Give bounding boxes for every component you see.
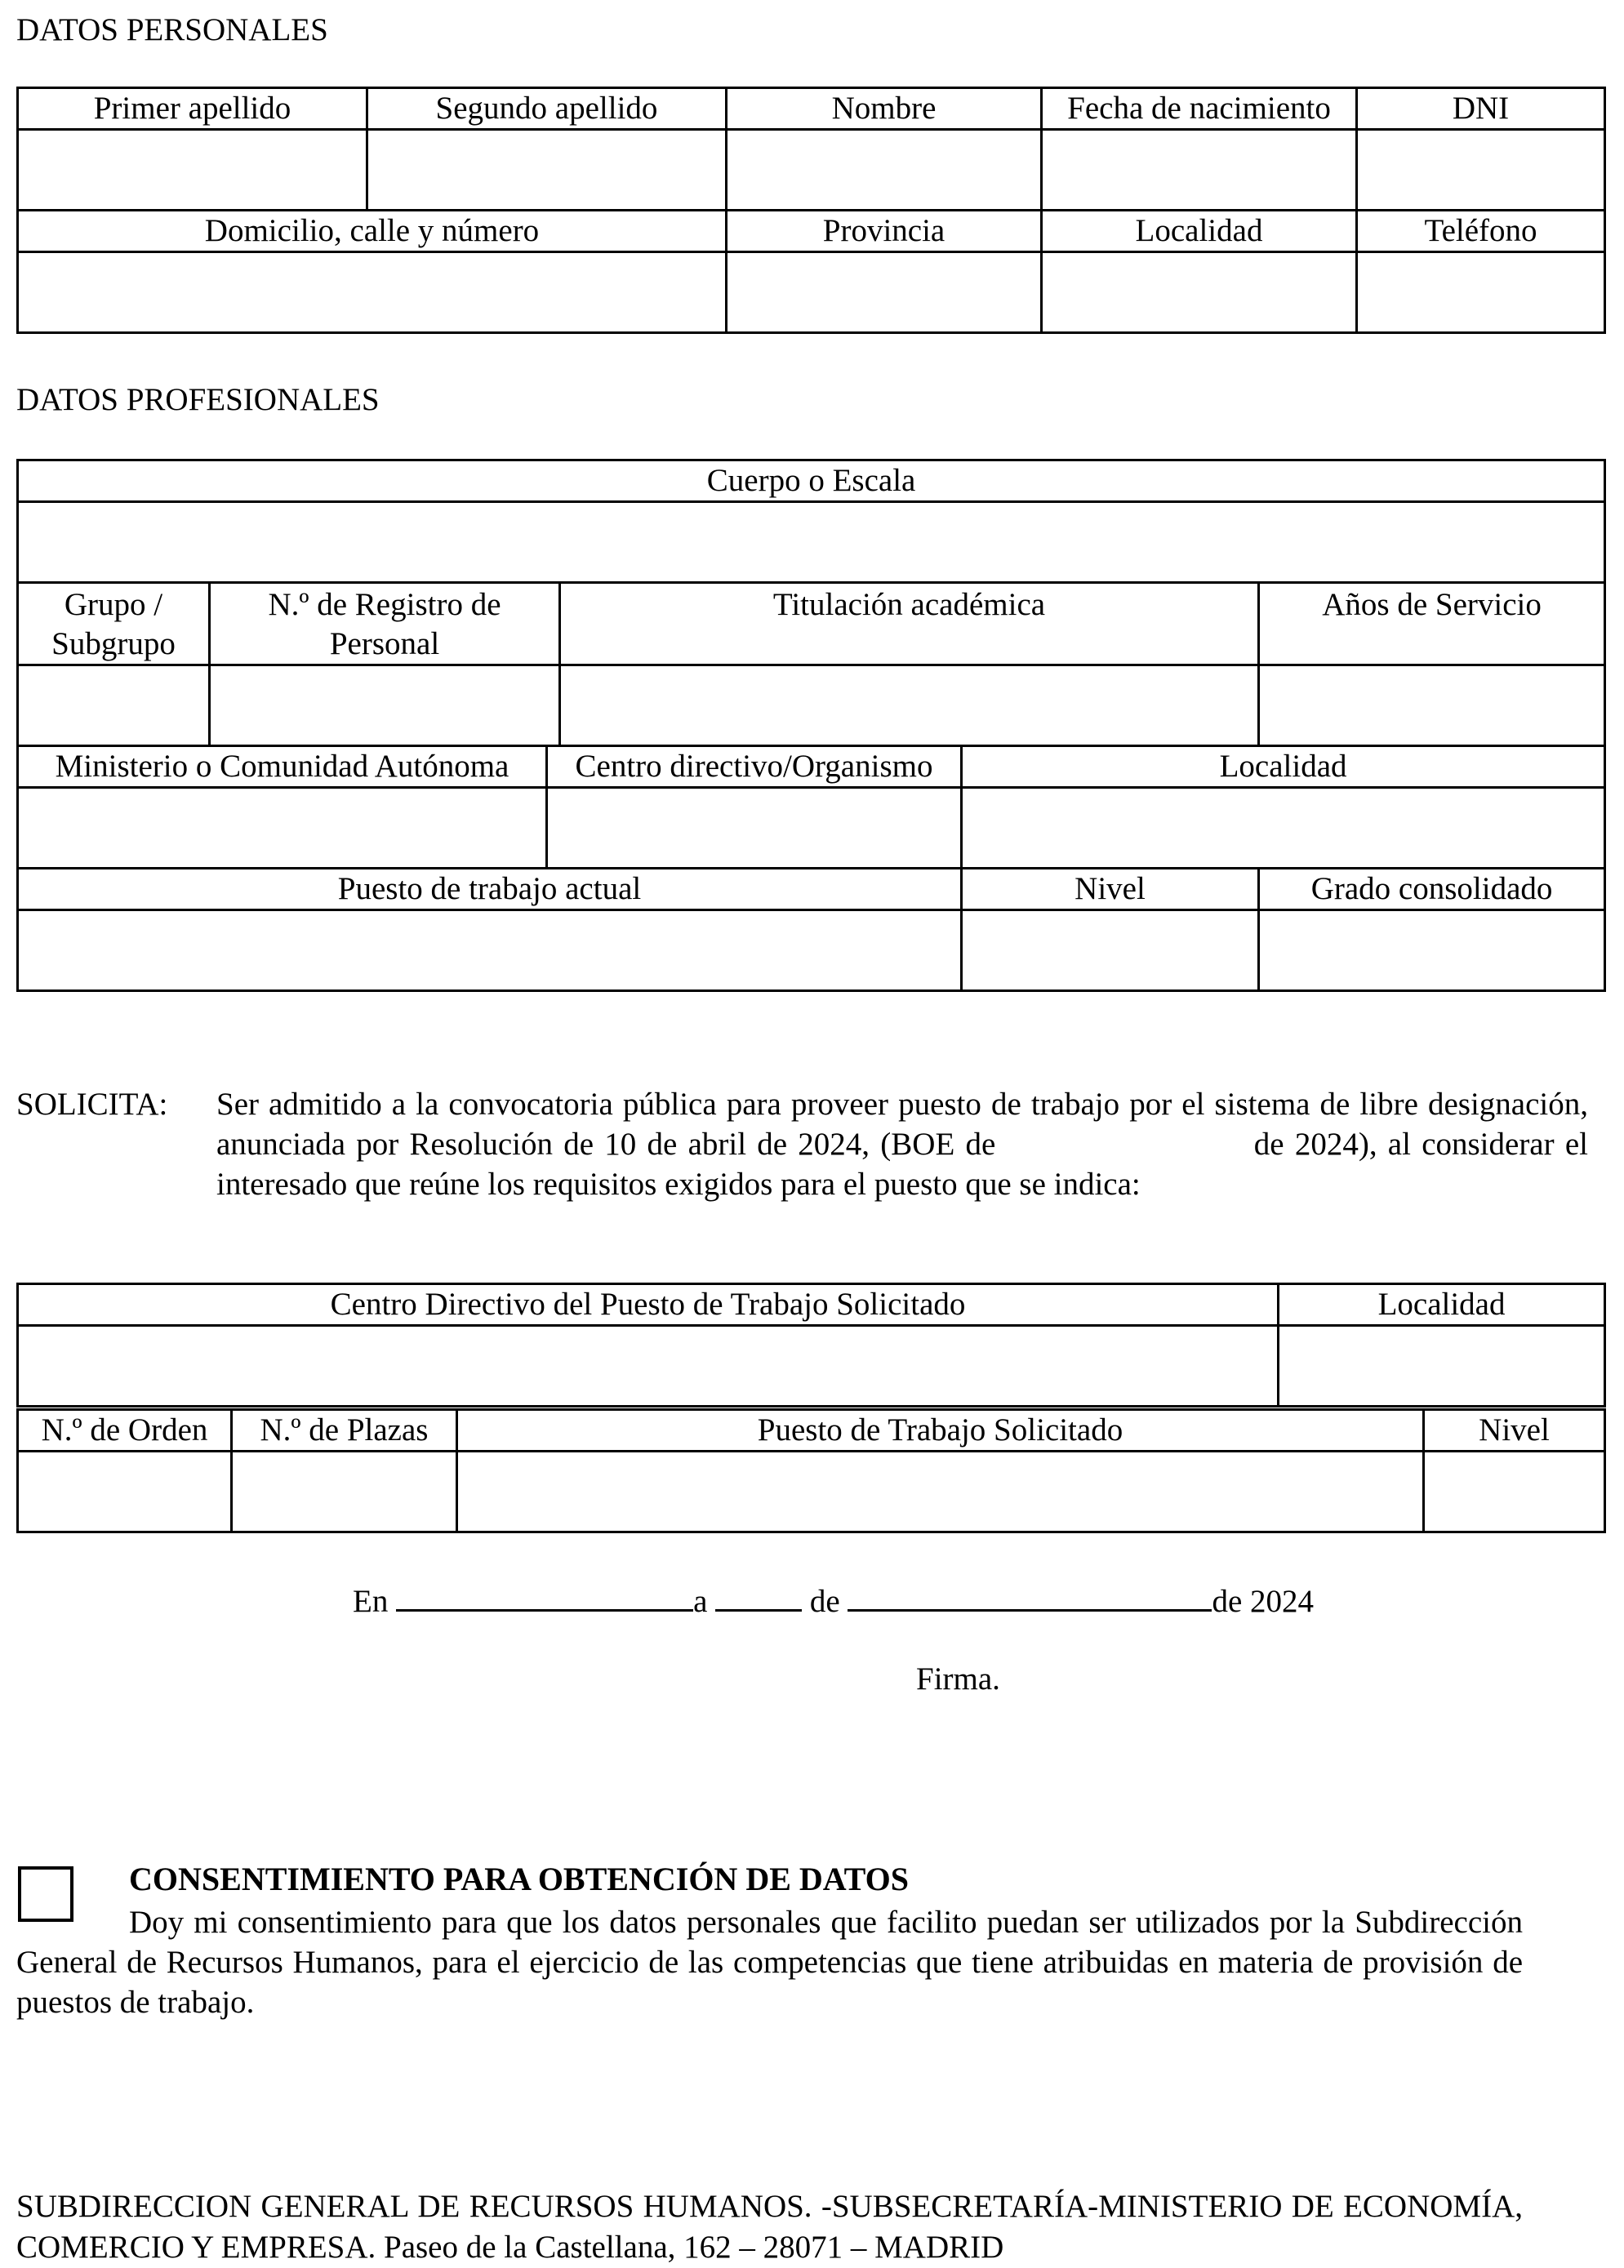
header-puesto-solicitado: Puesto de Trabajo Solicitado [457,1410,1424,1452]
header-domicilio: Domicilio, calle y número [18,211,727,252]
date-de-label: de [809,1584,840,1619]
telefono-field[interactable] [1357,252,1605,333]
plazas-field[interactable] [232,1452,457,1532]
date-en-label: En [353,1584,389,1619]
fecha-nacimiento-field[interactable] [1042,130,1357,211]
header-registro-personal: N.º de Registro de Personal [210,583,560,665]
requested-post-table [16,1283,1606,1407]
header-primer-apellido: Primer apellido [18,88,367,130]
grupo-subgrupo-field[interactable] [18,665,210,746]
professional-data-table [16,459,1606,992]
localidad-field[interactable] [1042,252,1357,333]
header-dni: DNI [1357,88,1605,130]
firma-label: Firma. [916,1661,1000,1697]
header-nivel: Nivel [962,869,1259,910]
titulacion-field[interactable] [560,665,1259,746]
centro-solicitado-field[interactable] [18,1326,1279,1407]
professional-section-title: DATOS PROFESIONALES [16,382,380,417]
nombre-field[interactable] [727,130,1042,211]
consent-text: Doy mi consentimiento para que los datos personales que facilito puedan ser utilizados por la Subdirección General de Recursos Humanos, para el ejercicio de las competencias que tiene atribuidas en materia de provisión de puestos de trabajo. [16,1905,1523,2020]
header-localidad-solicitada: Localidad [1279,1284,1605,1326]
nivel-field[interactable] [962,910,1259,991]
centro-directivo-field[interactable] [547,788,962,869]
header-cuerpo-escala: Cuerpo o Escala [18,460,1605,502]
localidad-prof-field[interactable] [962,788,1605,869]
header-titulacion: Titulación académica [560,583,1259,665]
month-blank[interactable] [848,1580,1212,1612]
anos-servicio-field[interactable] [1259,665,1605,746]
provincia-field[interactable] [727,252,1042,333]
day-blank[interactable] [715,1580,802,1612]
header-grupo-subgrupo: Grupo / Subgrupo [18,583,210,665]
registro-personal-field[interactable] [210,665,560,746]
header-ministerio: Ministerio o Comunidad Autónoma [18,746,547,788]
header-localidad: Localidad [1042,211,1357,252]
header-provincia: Provincia [727,211,1042,252]
header-grado: Grado consolidado [1259,869,1605,910]
date-line [353,1580,1314,1620]
dni-field[interactable] [1357,130,1605,211]
header-centro-solicitado: Centro Directivo del Puesto de Trabajo Solicitado [18,1284,1279,1326]
localidad-solicitada-field[interactable] [1279,1326,1605,1407]
place-blank[interactable] [396,1580,693,1612]
solicita-text-part1: Ser admitido a la convocatoria pública para proveer puesto de trabajo por el sistema de libre designación, anunciada por Resolución de 10 de abril de 2024, (BOE de [216,1087,1588,1162]
segundo-apellido-field[interactable] [367,130,727,211]
header-nombre: Nombre [727,88,1042,130]
header-orden: N.º de Orden [18,1410,232,1452]
personal-section-title: DATOS PERSONALES [16,12,328,47]
header-localidad-prof: Localidad [962,746,1605,788]
domicilio-field[interactable] [18,252,727,333]
puesto-solicitado-field[interactable] [457,1452,1424,1532]
solicita-text-part2: de 2024), al considerar el interesado que reúne los requisitos exigidos para el puesto que se indica: [216,1127,1588,1202]
header-fecha-nacimiento: Fecha de nacimiento [1042,88,1357,130]
solicita-label: SOLICITA: [16,1087,168,1122]
orden-field[interactable] [18,1452,232,1532]
primer-apellido-field[interactable] [18,130,367,211]
solicita-text [216,1084,1588,1204]
puesto-actual-field[interactable] [18,910,962,991]
header-centro-directivo: Centro directivo/Organismo [547,746,962,788]
consent-title: CONSENTIMIENTO PARA OBTENCIÓN DE DATOS [129,1861,909,1897]
header-puesto-actual: Puesto de trabajo actual [18,869,962,910]
grado-field[interactable] [1259,910,1605,991]
header-nivel-solicitado: Nivel [1424,1410,1605,1452]
personal-data-table [16,87,1606,334]
cuerpo-escala-field[interactable] [18,502,1605,583]
footer-address: SUBDIRECCION GENERAL DE RECURSOS HUMANOS. -SUBSECRETARÍA-MINISTERIO DE ECONOMÍA, COMERCIO Y EMPRESA. Paseo de la Castellana, 162 – 28071 – MADRID [16,2189,1523,2265]
date-a-label: a [693,1584,708,1619]
requested-post-table-2 [16,1408,1606,1533]
header-plazas: N.º de Plazas [232,1410,457,1452]
header-telefono: Teléfono [1357,211,1605,252]
header-anos-servicio: Años de Servicio [1259,583,1605,665]
header-segundo-apellido: Segundo apellido [367,88,727,130]
nivel-solicitado-field[interactable] [1424,1452,1605,1532]
ministerio-field[interactable] [18,788,547,869]
date-year-label: de 2024 [1212,1584,1315,1619]
